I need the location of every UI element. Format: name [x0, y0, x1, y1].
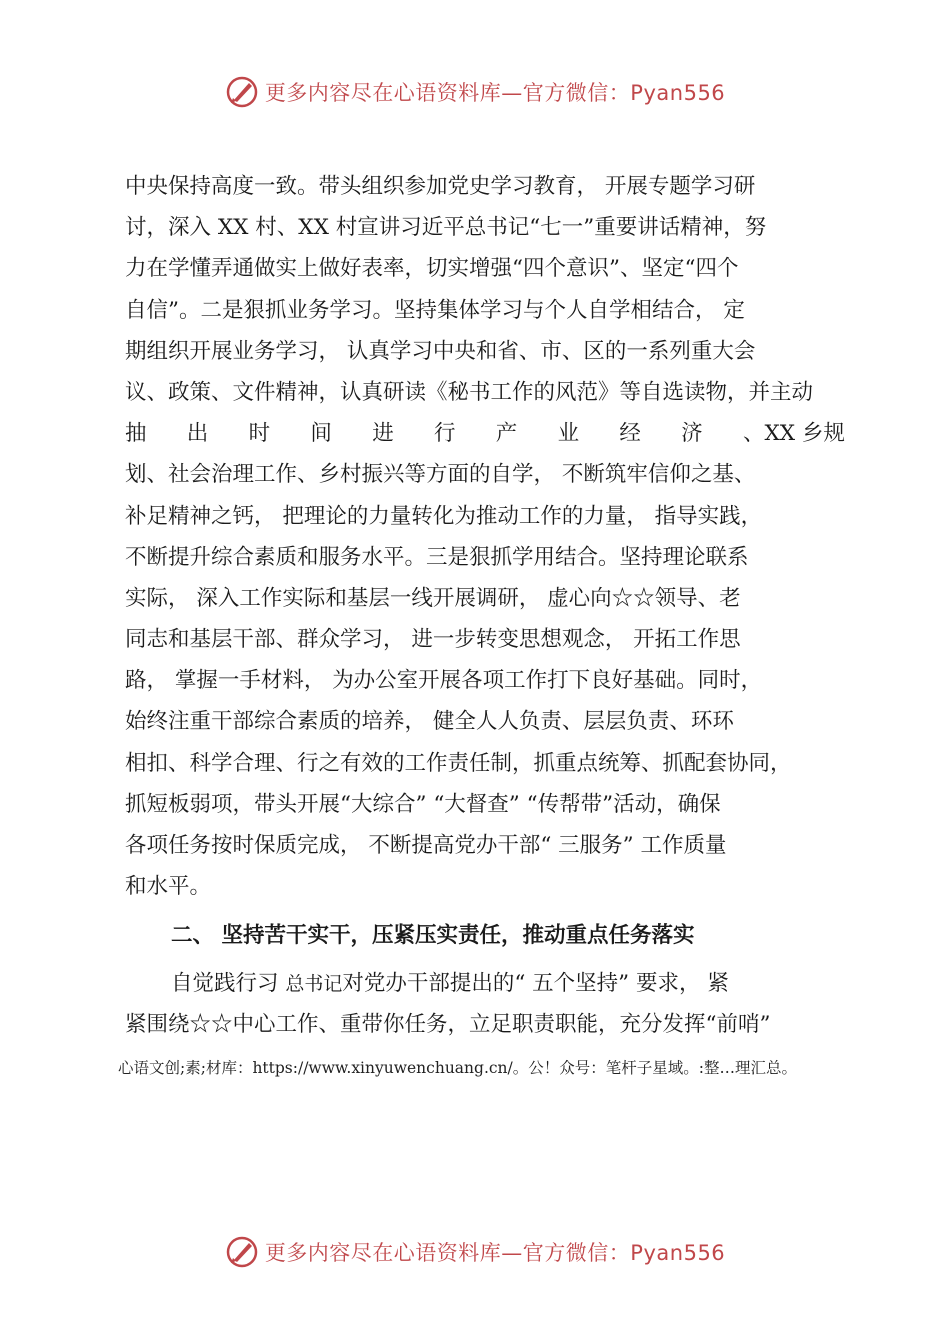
text-line: 路， 掌握一手材料， 为办公室开展各项工作打下良好基础。同时，	[125, 668, 763, 694]
spread-char: 行	[433, 421, 456, 447]
paragraph-2	[125, 963, 845, 1045]
text-line: 补足精神之钙， 把理论的力量转化为推动工作的力量， 指导实践，	[125, 503, 763, 529]
text-line: 议、政策、文件精神，认真研读《秘书工作的风范》等自选读物，并主动	[125, 379, 814, 405]
header-banner-text: 更多内容尽在心语资料库—官方微信：Pyan556	[264, 81, 726, 105]
spread-char: 、XX 乡规	[742, 421, 845, 447]
text-line: 和水平。	[125, 874, 212, 900]
spread-char: 经	[619, 421, 641, 447]
spread-char: 间	[310, 421, 332, 447]
text-line: 紧围绕☆☆中心工作、重带你任务，立足职责职能，充分发挥“前哨”	[125, 1011, 771, 1037]
footer-banner-text: 更多内容尽在心语资料库—官方微信：Pyan556	[264, 1241, 726, 1265]
text-line: 讨，深入 XX 村、XX 村宣讲习近平总书记“七一”重要讲话精神，努	[125, 215, 767, 241]
spread-char: 产	[495, 421, 518, 447]
text-line: 相扣、科学合理、行之有效的工作责任制，抓重点统筹、抓配套协同，	[125, 750, 792, 776]
spread-char: 抽	[125, 421, 147, 447]
source-footnote: 心语文创;素;材库：https://www.xinyuwenchuang.cn/。公！众号：笔杆子星域。:整…理汇总。	[118, 1059, 797, 1077]
text-line: 实际， 深入工作实际和基层一线开展调研， 虚心向☆☆领导、老	[125, 585, 741, 611]
text-line: 始终注重干部综合素质的培养， 健全人人负责、层层负责、环环	[125, 709, 734, 735]
text-line: 划、社会治理工作、乡村振兴等方面的自学， 不断筑牢信仰之基、	[125, 462, 756, 488]
spread-text-line	[125, 413, 845, 454]
text-line: 自信”。二是狠抓业务学习。坚持集体学习与个人自学相结合， 定	[125, 297, 745, 323]
text-line: 各项任务按时保质完成， 不断提高党办干部“ 三服务” 工作质量	[125, 833, 727, 858]
spread-char: 出	[186, 421, 209, 447]
text-line: 中央保持高度一致。带头组织参加党史学习教育， 开展专题学习研	[125, 174, 756, 199]
paragraph-1	[125, 166, 845, 907]
text-line: 同志和基层干部、群众学习， 进一步转变思想观念， 开拓工作思	[125, 627, 741, 653]
section-heading: 二、 坚持苦干实干，压紧压实责任，推动重点任务落实	[171, 923, 695, 949]
spread-char: 业	[557, 421, 580, 447]
text-line: 不断提升综合素质和服务水平。三是狠抓学用结合。坚持理论联系	[125, 544, 749, 570]
document-body	[125, 166, 845, 1045]
handwritten-annotation: 总书记	[285, 972, 343, 995]
text-line: 期组织开展业务学习， 认真学习中央和省、市、区的一系列重大会	[125, 338, 756, 364]
spread-char: 时	[248, 421, 271, 447]
pen-circle-logo-icon	[225, 75, 259, 109]
pen-circle-logo-icon	[225, 1235, 259, 1269]
text-segment: 自觉践行习	[171, 970, 286, 996]
spread-char: 济	[681, 421, 703, 447]
footer-banner	[0, 1232, 950, 1272]
text-line: 力在学懂弄通做实上做好表率，切实增强“四个意识”、坚定“四个	[125, 256, 739, 282]
text-line: 抓短板弱项，带头开展“大综合” “大督查” “传帮带”活动，确保	[125, 791, 721, 817]
text-segment: 对党办干部提出的“ 五个坚持” 要求， 紧	[342, 970, 729, 996]
text-line	[125, 963, 845, 1004]
header-banner	[0, 72, 950, 112]
spread-char: 进	[372, 421, 394, 447]
